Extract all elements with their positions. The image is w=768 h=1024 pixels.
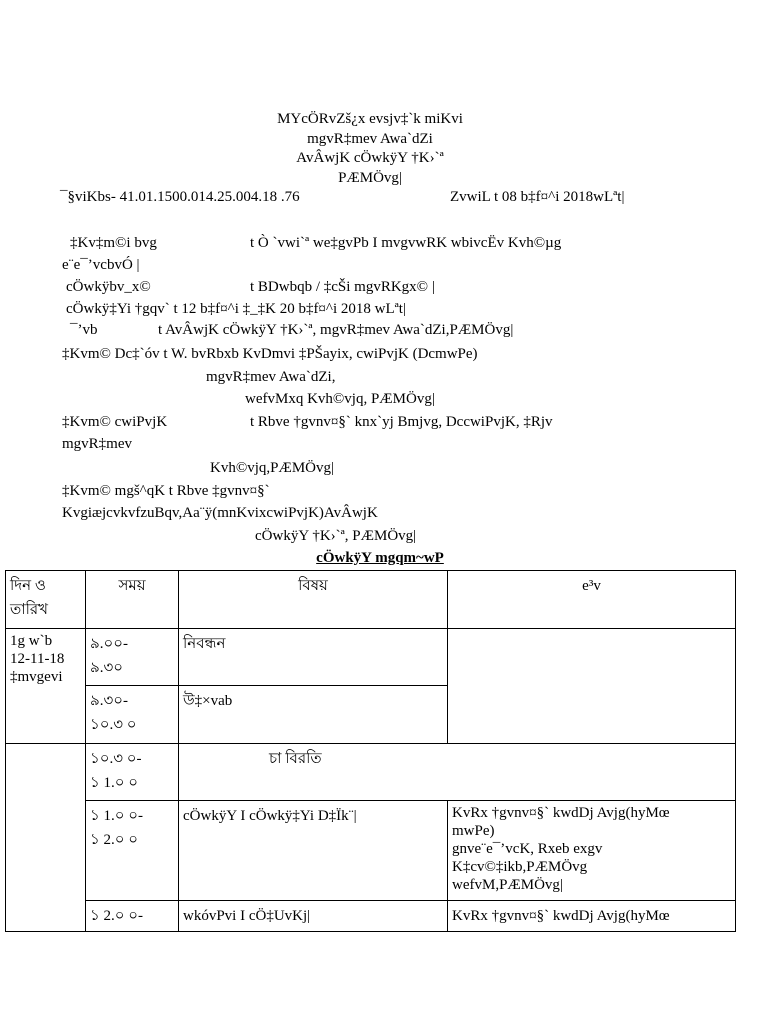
time-cell: [86, 744, 179, 801]
table-row: [6, 901, 736, 932]
venue-value: t AvÂwjK cÖwkÿY †K›`ª, mgvR‡mev Awa`dZi,PÆMÖvg|: [158, 322, 514, 338]
time-start: ১ 1.০ ০-: [90, 808, 143, 824]
day-date: 12-11-18: [10, 651, 65, 667]
course-advisor: ‡Kvm© Dc‡`óv t W. bvRbxb KvDmvi ‡PŠayix, cwiPvjK (DcmwPe): [62, 346, 478, 362]
venue-label: ¯’vb: [70, 322, 98, 338]
time-cell: [86, 629, 179, 686]
header-time: [86, 571, 179, 629]
training-duration: cÖwkÿ‡Yi †gqv` t 12 b‡f¤^i ‡_‡K 20 b‡f¤^i 2018 wLªt|: [66, 301, 406, 317]
table-row: [6, 744, 736, 801]
header-day-line-2: তারিখ: [10, 602, 48, 618]
break-cell: [179, 744, 736, 801]
speaker-line-4: K‡cv©‡ikb,PÆMÖvg: [452, 859, 588, 875]
time-end: ১ 2.০ ০: [90, 832, 138, 848]
trainees-value: t BDwbqb / ‡cŠi mgvRKgx© |: [250, 279, 435, 295]
time-end: ৯.৩০: [90, 660, 123, 676]
topic-text: cÖwkÿY I cÖwkÿ‡Yi D‡Ïk¨|: [183, 808, 357, 824]
course-director-cont-1: mgvR‡mev: [62, 436, 132, 452]
speaker-cell: [448, 901, 736, 932]
topic-text: wkóvPvi I cÖ‡UvKj|: [183, 908, 311, 924]
time-cell: [86, 686, 179, 744]
course-advisor-cont-2: wefvMxq Kvh©vjq, PÆMÖvg|: [245, 391, 435, 407]
header-line-1: MYcÖRvZš¿x evsjv‡`k miKvi: [277, 111, 463, 127]
course-coordinator-cont-1: KvgiæjcvkvfzuBqv,Aa¨ÿ(mnKvixcwiPvjK)AvÂwjK: [62, 505, 378, 521]
header-topic-label: বিষয়: [298, 578, 328, 594]
day-cell: [6, 629, 86, 744]
topic-cell: [179, 686, 448, 744]
day-number: 1g w`b: [10, 633, 53, 649]
topic-text: উ‡×vab: [183, 693, 233, 709]
header-line-2: mgvR‡mev Awa`dZi: [307, 131, 433, 147]
speaker-cell: [448, 629, 736, 744]
time-cell: [86, 801, 179, 901]
course-advisor-cont-1: mgvR‡mev Awa`dZi,: [206, 369, 336, 385]
course-name-label: ‡Kv‡m©i bvg: [70, 235, 157, 251]
time-start: ১ 2.০ ০-: [90, 908, 143, 924]
header-speaker-label: e³v: [582, 578, 601, 594]
course-director-cont-2: Kvh©vjq,PÆMÖvg|: [210, 460, 334, 476]
speaker-line-1: KvRx †gvnv¤§` kwdDj Avjg(hyMœ: [452, 908, 670, 924]
header-line-4: PÆMÖvg|: [338, 170, 402, 186]
day-weekday: ‡mvgevi: [10, 669, 63, 685]
speaker-line-5: wefvM,PÆMÖvg|: [452, 877, 563, 893]
time-start: ৯.৩০-: [90, 693, 128, 709]
table-row: [6, 629, 736, 686]
memo-number: ¯§viKbs- 41.01.1500.014.25.004.18 .76: [60, 189, 300, 205]
speaker-line-1: KvRx †gvnv¤§` kwdDj Avjg(hyMœ: [452, 805, 670, 821]
time-start: ১০.৩ ০-: [90, 751, 142, 767]
speaker-line-3: gnve¨e¯’vcK, Rxeb exgv: [452, 841, 603, 857]
memo-date: ZvwiL t 08 b‡f¤^i 2018wLªt|: [450, 189, 625, 205]
course-coordinator-cont-2: cÖwkÿY †K›`ª, PÆMÖvg|: [255, 528, 417, 544]
topic-cell: [179, 629, 448, 686]
schedule-title: cÖwkÿY mgqm~wP: [316, 550, 444, 566]
time-cell: [86, 901, 179, 932]
course-coordinator: ‡Kvm© mgš^qK t Rbve ‡gvnv¤§`: [62, 483, 270, 499]
course-director-label: ‡Kvm© cwiPvjK: [62, 414, 168, 430]
topic-cell: [179, 801, 448, 901]
trainees-label: cÖwkÿbv_x©: [66, 279, 151, 295]
day-cell-empty: [6, 744, 86, 932]
speaker-cell: [448, 801, 736, 901]
header-time-label: সময়: [118, 578, 146, 594]
speaker-line-2: mwPe): [452, 823, 495, 839]
course-name-value: t Ò `vwi`ª we‡gvPb I mvgvwRK wbivcËv Kvh©µg: [250, 235, 562, 251]
time-end: ১০.৩ ০: [90, 717, 137, 733]
topic-text: নিবন্ধন: [183, 636, 226, 652]
header-speaker: [448, 571, 736, 629]
header-day: [6, 571, 86, 629]
course-name-cont: e¨e¯’vcbvÓ |: [62, 257, 140, 273]
time-end: ১ 1.০ ০: [90, 775, 138, 791]
header-topic: [179, 571, 448, 629]
course-director-value: t Rbve †gvnv¤§` knx`yj Bmjvg, DccwiPvjK, ‡Rjv: [250, 414, 553, 430]
table-row: [6, 801, 736, 901]
time-start: ৯.০০-: [90, 636, 128, 652]
break-text: চা বিরতি: [269, 751, 322, 767]
table-header-row: [6, 571, 736, 629]
schedule-table: [5, 570, 736, 932]
header-line-3: AvÂwjK cÖwkÿY †K›`ª: [296, 150, 444, 166]
topic-cell: [179, 901, 448, 932]
header-day-line-1: দিন ও: [10, 578, 46, 594]
